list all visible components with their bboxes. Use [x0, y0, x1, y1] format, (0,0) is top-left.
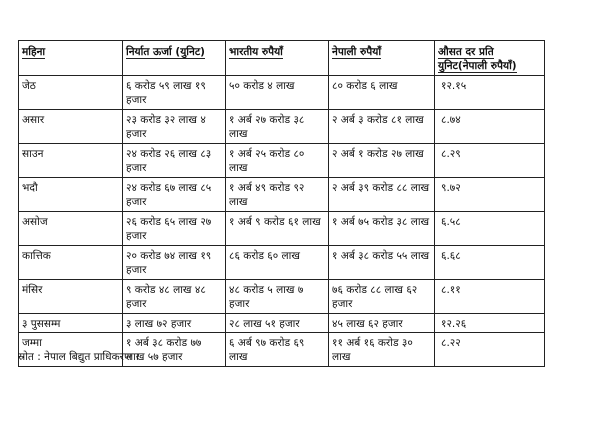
header-export-energy: निर्यात ऊर्जा (युनिट): [123, 41, 226, 76]
cell-month: मंसिर: [19, 280, 123, 314]
cell-indian-rupees: १ अर्ब ४९ करोड ९२ लाख: [226, 178, 329, 212]
cell-month: जम्मा: [19, 333, 123, 367]
cell-export-energy: २३ करोड ३२ लाख ४ हजार: [123, 110, 226, 144]
table-row: [19, 178, 545, 212]
cell-nepali-rupees: ४५ लाख ६२ हजार: [329, 314, 435, 333]
table-row: [19, 212, 545, 246]
cell-nepali-rupees: ७६ करोड ८८ लाख ६२ हजार: [329, 280, 435, 314]
cell-indian-rupees: ८६ करोड ६० लाख: [226, 246, 329, 280]
table-header-row: [19, 41, 545, 76]
header-month: महिना: [19, 41, 123, 76]
cell-average-rate: ८.२२: [435, 333, 545, 367]
cell-indian-rupees: ४८ करोड ५ लाख ७ हजार: [226, 280, 329, 314]
cell-month: कात्तिक: [19, 246, 123, 280]
cell-average-rate: ९.७२: [435, 178, 545, 212]
cell-export-energy: ३ लाख ७२ हजार: [123, 314, 226, 333]
table-row: [19, 246, 545, 280]
cell-indian-rupees: २८ लाख ५१ हजार: [226, 314, 329, 333]
table-row: [19, 144, 545, 178]
cell-nepali-rupees: १ अर्ब ३८ करोड ५५ लाख: [329, 246, 435, 280]
cell-export-energy: १ अर्ब ३८ करोड ७७ लाख ५७ हजार: [123, 333, 226, 367]
cell-average-rate: १२.१५: [435, 76, 545, 110]
cell-nepali-rupees: ८० करोड ६ लाख: [329, 76, 435, 110]
cell-average-rate: ६.५८: [435, 212, 545, 246]
cell-nepali-rupees: १ अर्ब ७५ करोड ३८ लाख: [329, 212, 435, 246]
cell-export-energy: ९ करोड ४८ लाख ४८ हजार: [123, 280, 226, 314]
cell-export-energy: २४ करोड ६७ लाख ८५ हजार: [123, 178, 226, 212]
cell-indian-rupees: १ अर्ब २५ करोड ८० लाख: [226, 144, 329, 178]
cell-month: ३ पुससम्म: [19, 314, 123, 333]
table-row: [19, 280, 545, 314]
cell-nepali-rupees: ११ अर्ब १६ करोड ३० लाख: [329, 333, 435, 367]
table-row: [19, 110, 545, 144]
table-row: [19, 76, 545, 110]
cell-indian-rupees: ५० करोड ४ लाख: [226, 76, 329, 110]
cell-nepali-rupees: २ अर्ब १ करोड २७ लाख: [329, 144, 435, 178]
table-row: [19, 314, 545, 333]
cell-indian-rupees: ६ अर्ब ९७ करोड ६९ लाख: [226, 333, 329, 367]
cell-nepali-rupees: २ अर्ब ३ करोड ८१ लाख: [329, 110, 435, 144]
cell-average-rate: ८.२९: [435, 144, 545, 178]
cell-average-rate: १२.२६: [435, 314, 545, 333]
cell-month: असोज: [19, 212, 123, 246]
cell-average-rate: ८.११: [435, 280, 545, 314]
cell-export-energy: ६ करोड ५९ लाख १९ हजार: [123, 76, 226, 110]
cell-month: भदौ: [19, 178, 123, 212]
cell-month: साउन: [19, 144, 123, 178]
cell-average-rate: ८.७४: [435, 110, 545, 144]
cell-month: जेठ: [19, 76, 123, 110]
cell-average-rate: ६.६८: [435, 246, 545, 280]
header-average-rate: औसत दर प्रति युनिट(नेपाली रुपैयाँ): [435, 41, 545, 76]
cell-indian-rupees: १ अर्ब २७ करोड ३८ लाख: [226, 110, 329, 144]
header-nepali-rupees: नेपाली रुपैयाँ: [329, 41, 435, 76]
source-note: स्रोत : नेपाल बिद्युत प्राधिकरण ।: [18, 351, 139, 363]
cell-nepali-rupees: २ अर्ब ३९ करोड ८८ लाख: [329, 178, 435, 212]
cell-export-energy: २० करोड ७४ लाख १९ हजार: [123, 246, 226, 280]
cell-export-energy: २४ करोड २६ लाख ८३ हजार: [123, 144, 226, 178]
cell-month: असार: [19, 110, 123, 144]
cell-export-energy: २६ करोड ६५ लाख २७ हजार: [123, 212, 226, 246]
electricity-export-table: [18, 40, 545, 367]
cell-indian-rupees: १ अर्ब ९ करोड ६१ लाख: [226, 212, 329, 246]
header-indian-rupees: भारतीय रुपैयाँ: [226, 41, 329, 76]
